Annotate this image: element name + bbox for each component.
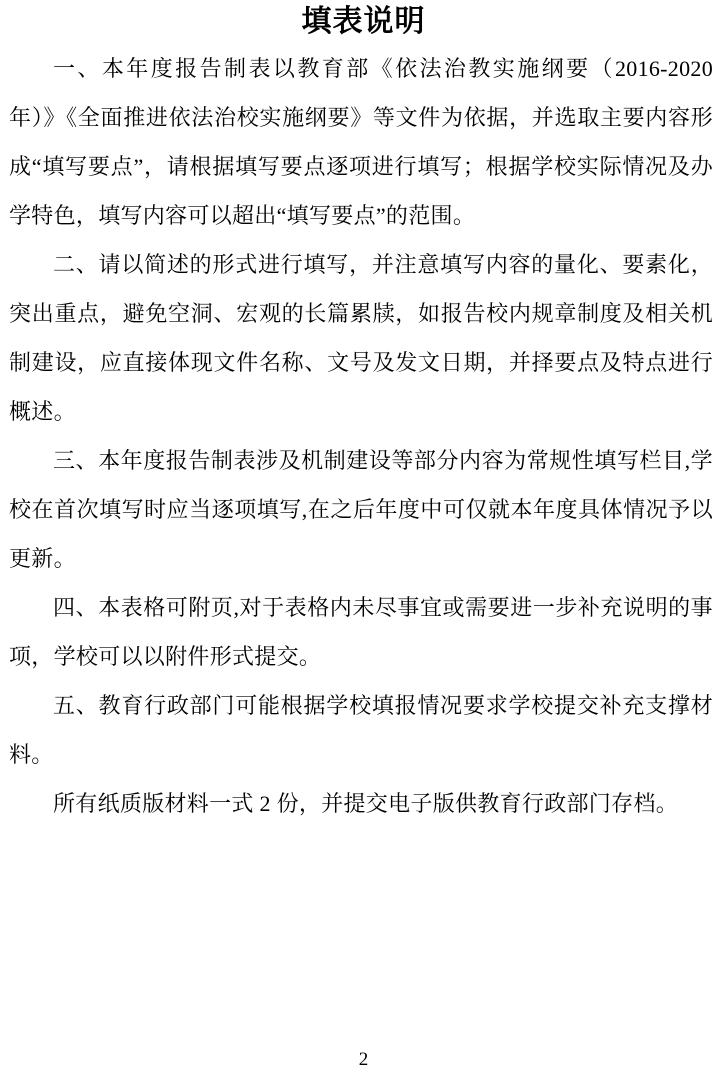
paragraph: 所有纸质版材料一式 2 份，并提交电子版供教育行政部门存档。 xyxy=(53,791,679,816)
paragraph: 三、本年度报告制表涉及机制建设等部分内容为常规性填写栏目,学校在首次填写时应当逐项填写,在之后年度中可仅就本年度具体情况予以更新。 xyxy=(9,448,713,571)
paragraph: 五、教育行政部门可能根据学校填报情况要求学校提交补充支撑材料。 xyxy=(9,693,713,767)
page-title: 填表说明 xyxy=(301,5,426,38)
page-number: 2 xyxy=(358,1049,369,1070)
paragraph: 四、本表格可附页,对于表格内未尽事宜或需要进一步补充说明的事项，学校可以以附件形式提交。 xyxy=(9,595,713,669)
paragraph: 二、请以简述的形式进行填写，并注意填写内容的量化、要素化，突出重点，避免空洞、宏观的长篇累牍，如报告校内规章制度及相关机制建设，应直接体现文件名称、文号及发文日期，并择要点及特点进行概述。 xyxy=(9,252,713,424)
paragraphs xyxy=(0,44,727,828)
paragraph: 一、本年度报告制表以教育部《依法治教实施纲要（2016-2020 年）》《全面推进依法治校实施纲要》等文件为依据，并选取主要内容形成“填写要点”，请根据填写要点逐项进行填写；根据学校实际情况及办学特色，填写内容可以超出“填写要点”的范围。 xyxy=(9,56,713,228)
